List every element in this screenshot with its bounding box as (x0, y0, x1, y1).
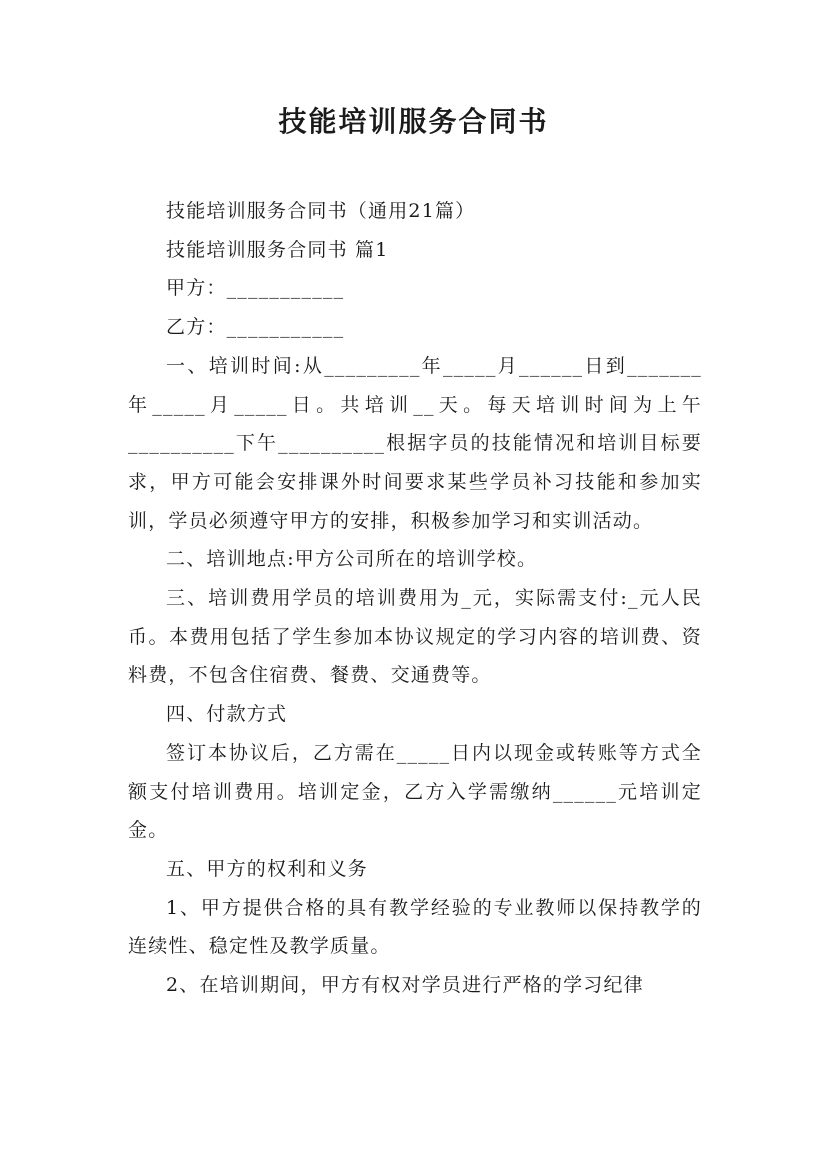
paragraph-subtitle: 技能培训服务合同书（通用21篇） (166, 200, 476, 222)
paragraph-payment-heading: 四、付款方式 (166, 703, 288, 726)
paragraph-rights-item-1: 1、甲方提供合格的具有教学经验的专业教师以保持教学的连续性、稳定性及教学质量。 (128, 896, 702, 958)
document-body (128, 192, 702, 1005)
paragraph-rights-item-2: 2、在培训期间，甲方有权对学员进行严格的学习纪律 (166, 974, 644, 997)
paragraph-training-time: 一、培训时间:从_________年_____月______日到_______年_____月_____日。共培训__天。每天培训时间为上午__________下午__________根据字员的技能情况和培训目标要求，甲方可能会安排课外时间要求某些学员补习技能和参加实训，学员必须遵守甲方的安排，积极参加学习和实训活动。 (128, 354, 702, 532)
paragraph-party-a: 甲方：___________ (166, 277, 345, 300)
paragraph-rights-heading: 五、甲方的权利和义务 (166, 857, 369, 880)
paragraph-training-location: 二、培训地点:甲方公司所在的培训学校。 (166, 548, 538, 571)
paragraph-training-fee: 三、培训费用学员的培训费用为_元，实际需支付:_元人民币。本费用包括了学生参加本协议规定的学习内容的培训费、资料费，不包含住宿费、餐费、交通费等。 (128, 587, 702, 687)
paragraph-party-b: 乙方：___________ (166, 316, 345, 339)
paragraph-section-heading: 技能培训服务合同书 篇1 (166, 238, 389, 261)
document-title: 技能培训服务合同书 (278, 105, 549, 138)
paragraph-payment-terms: 签订本协议后，乙方需在_____日内以现金或转账等方式全额支付培训费用。培训定金，乙方入学需缴纳______元培训定金。 (128, 741, 702, 842)
